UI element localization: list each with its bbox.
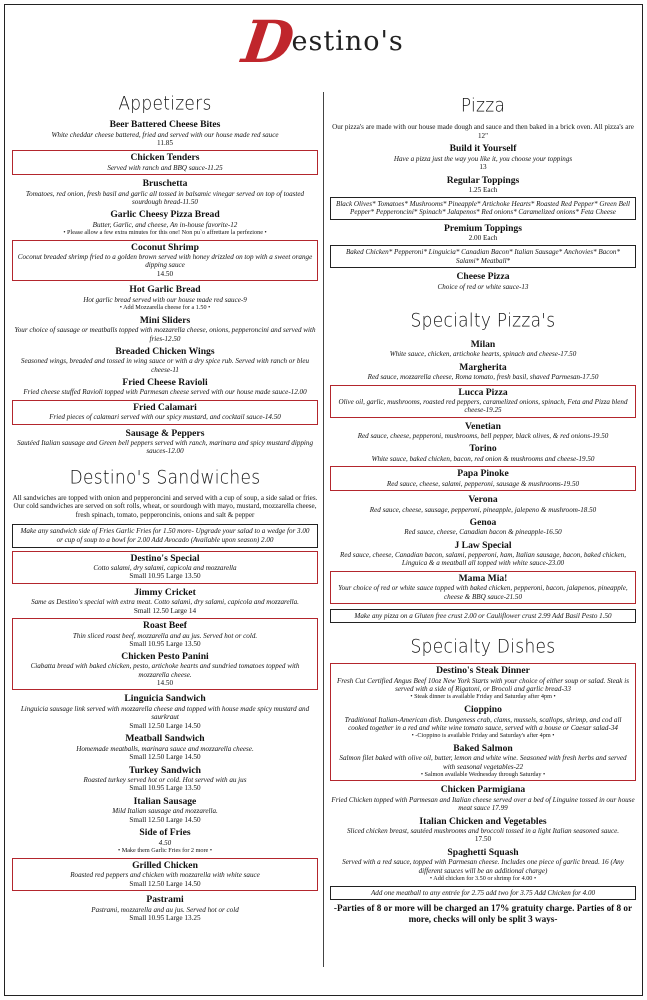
logo-initial: D [238,8,299,76]
item-desc: Butter, Garlic, and cheese, An in-house favorite-12 [92,220,238,229]
item-price: Small 10.95 Large 13.50 [129,784,201,793]
menu-item [12,284,318,311]
menu-item [12,733,318,761]
item-name: Sausage & Peppers [125,427,205,439]
item-name: Margherita [459,361,507,373]
menu-item-featured [12,400,318,425]
left-column [12,90,318,922]
item-desc: Fried Chicken topped with Parmesan and Italian cheese served over a bed of Linguine tossed in our house meat sauce 17.99 [331,795,635,813]
column-divider [323,92,324,967]
item-name: Garlic Cheesy Pizza Bread [110,209,220,221]
menu-item-featured [12,240,318,282]
item-desc: Seasoned wings, breaded and tossed in wing sauce or with a dry spice rub. Served with ranch or bleu cheese-11 [20,357,310,374]
menu-item [12,587,318,615]
item-desc: Olive oil, garlic, mushrooms, roasted red peppers, caramelized onions, spinach, Feta and Pizza blend cheese-19.25 [338,398,628,415]
item-price: 14.50 [156,269,174,278]
item-name: Chicken Parmigiana [440,784,526,796]
item-name: Spaghetti Squash [447,846,519,858]
item-price: 1.25 Each [468,186,498,195]
item-desc: Red sauce, cheese, Canadian bacon & pineapple-16.50 [404,528,562,537]
item-name: Mini Sliders [139,314,191,326]
item-desc: Red sauce, cheese, pepperoni, mushrooms, bell pepper, black olives, & red onions-19.50 [357,432,609,441]
item-price: 13 [479,162,487,171]
item-desc: Fried cheese stuffed Ravioli topped with Parmesan cheese served with our house made sauce-12.00 [23,388,307,397]
item-name: Papa Pinoke [457,468,509,480]
appetizers-heading: Appetizers [118,92,212,116]
menu-item [12,765,318,793]
menu-item-featured [12,150,318,175]
item-name: Cioppino [464,704,502,716]
item-desc: Your choice of sausage or meatballs topped with mozzarella cheese, onions, pepperoncini and served with fries-12.50 [14,326,316,343]
item-name: Verona [468,494,498,506]
item-name: Destino's Steak Dinner [436,665,530,677]
menu-item-featured [330,663,636,781]
menu-item [12,428,318,456]
item-price: Small 12.50 Large 14.50 [129,815,201,824]
menu-item [330,143,636,171]
menu-item [12,315,318,343]
menu-item [12,346,318,374]
item-desc: Red sauce, cheese, sausage, pepperoni, pineapple, jalepeno & mushroom-18.50 [369,505,597,514]
item-note: • Salmon available Wednesday through Saturday • [334,771,632,779]
item-desc: Served with ranch and BBQ sauce-11.25 [107,163,223,172]
item-desc: Mild Italian sausage and mozzarella. [112,807,218,816]
item-name: Torino [469,443,497,455]
item-desc: Red sauce, mozzarella cheese, Roma tomato, fresh basil, shaved Parmesan-17.50 [367,373,599,382]
item-desc: Traditional Italian-American dish. Dungeness crab, clams, mussels, scallops, shrimp, and cod all cooked together in a red and white wine tomato sauce, served with a house or Caesar salad-34 [344,715,622,732]
sandwiches-heading: Destino's Sandwiches [69,466,261,489]
item-name: Coconut Shrimp [131,241,199,253]
specialty-dishes-heading: Specialty Dishes [410,636,556,659]
item-note: • Add Mozzarella cheese for a 1.50 • [12,304,318,312]
menu-item-featured [12,551,318,584]
item-desc: White cheddar cheese battered, fried and served with our house made red sauce [51,130,279,139]
item-note: • -Cioppino is available Friday and Saturday's after 4pm • [334,732,632,740]
item-note: • Make them Garlic Fries for 2 more • [12,847,318,855]
entree-addons-callout: Add one meatball to any entrée for 2.75 add two for 3.75 Add Chicken for 4.00 [330,886,636,901]
item-price: Small 10.95 Large 13.50 [129,572,201,581]
item-name: Turkey Sandwich [129,764,201,776]
item-price: 11.85 [157,138,173,147]
premium-toppings-list: Baked Chicken* Pepperoni* Linguicia* Canadian Bacon* Italian Sausage* Anchovies* Bacon* Salami* Meatball* [330,245,636,268]
menu-item [330,847,636,883]
item-desc: Tomatoes, red onion, fresh basil and garlic all tossed in balsamic vinegar served on top of toasted sourdough bread-11.50 [25,189,305,206]
item-name: Pastrami [146,894,184,906]
menu-item [330,339,636,359]
item-price: 14.50 [156,678,174,687]
item-desc: Homemade meatballs, marinara sauce and mozzarella cheese. [76,744,254,753]
item-name: Meatball Sandwich [125,733,205,745]
item-desc: Ciabatta bread with baked chicken, pesto, artichoke hearts and sundried tomatoes topped with mozzarella cheese. [30,662,300,679]
item-price: Small 10.95 Large 13.25 [129,913,201,922]
item-note: • Steak dinner is available Friday and Saturday after 4pm • [334,693,632,701]
item-name: Beer Battered Cheese Bites [109,119,221,130]
item-name: Build it Yourself [449,143,517,155]
menu-item [330,421,636,441]
sandwiches-intro: All sandwiches are topped with onion and pepperoncini and served with a cup of soup, a side salad or fries. Our cold sandwiches are served on soft rolls, wheat, or sourdough with mayo, mustard, mozzarella cheese, fresh spinach, tomato, pepperoncinis, onions and salt & pepper [12,493,318,519]
menu-item [330,271,636,291]
item-name: Grilled Chicken [132,859,198,871]
item-desc: Served with a red sauce, topped with Parmesan cheese. Includes one piece of garlic bread. 16 (Any different sauces will be an additional charge) [342,858,624,875]
menu-item [12,827,318,854]
logo-name: estino's [291,26,404,57]
item-price: 17.50 [474,835,492,844]
item-desc: Coconut breaded shrimp fried to a golden brown served with honey drizzled on top with a sweet orange dipping sauce [17,253,313,270]
item-name: Regular Toppings [446,174,520,186]
item-desc: Same as Destino's special with extra meat. Cotto salami, dry salami, capicola and mozzarella. [31,598,299,607]
item-desc: Have a pizza just the way you like it, you choose your toppings [393,154,573,163]
menu-item [12,178,318,206]
item-price: Small 12.50 Large 14.50 [129,721,201,730]
item-note: • Please allow a few extra minutes for this one! Non pu`o affrettare la perfezione • [12,229,318,237]
item-name: Premium Toppings [444,222,522,234]
pizza-intro: Our pizza's are made with our house made dough and sauce and then baked in a brick oven. All pizza's are 12" [332,123,634,140]
item-desc: White sauce, baked chicken, bacon, red onion & mushrooms and cheese-19.50 [371,454,595,463]
item-desc: Hot garlic bread served with our house made red sauce-9 [83,295,247,304]
gratuity-notice: -Parties of 8 or more will be charged an 17% gratuity charge. Parties of 8 or more, checks will only be split 3 ways- [333,903,633,925]
item-desc: 4.50 [158,838,172,847]
item-name: Fried Calamari [133,401,197,413]
item-desc: Salmon filet baked with olive oil, butter, lemon and white wine. Seasoned with fresh herbs and served with seasonal vegetables-22 [339,754,627,771]
menu-item [12,894,318,922]
menu-item-featured [12,858,318,891]
item-desc: Sliced chicken breast, sautéed mushrooms and broccoli tossed in a light Italian seasoned sauce. [346,827,620,836]
menu-item [12,209,318,236]
item-desc: Fried pieces of calamari served with our spicy mustard, and cocktail sauce-14.50 [49,413,281,422]
menu-item [330,443,636,463]
item-desc: Choice of red or white sauce-13 [437,282,529,291]
item-desc: Fresh Cut Certified Angus Beef 10oz New York Starts with your choice of either soup or salad. Steak is served with a side of Rigatoni, or Brocoli and garlic bread-33 [337,676,629,694]
menu-item [12,796,318,824]
menu-item-featured [12,618,318,690]
menu-item [12,119,318,147]
menu-item [330,784,636,812]
menu-item [12,377,318,397]
item-name: Chicken Tenders [130,152,200,164]
item-name: Mama Mia! [458,572,508,584]
item-desc: Your choice of red or white sauce topped with baked chicken, pepperoni, bacon, jalapenos, pineapple, cheese & BBQ sauce-21.50 [338,584,628,601]
menu-item-featured [330,385,636,418]
item-price: Small 12.50 Large 14 [133,606,197,615]
item-name: Linguicia Sandwich [124,693,206,705]
menu-item [12,693,318,730]
item-name: Cheese Pizza [456,271,510,283]
item-desc: Cotto salami, dry salami, capicola and mozzarella [93,564,237,573]
item-name: Jimmy Cricket [134,586,196,598]
pizza-heading: Pizza [460,94,506,118]
menu-item [330,175,636,195]
regular-toppings-list: Black Olives* Tomatoes* Mushrooms* Pineapple* Artichoke Hearts* Roasted Red Pepper* Green Bell Pepper* Pepperoncini* Spinach* Jalapenos* Red onions* Caramelized onions* Feta Cheese [330,197,636,220]
item-desc: Pastrami, mozzarella and au jus. Served hot or cold [91,905,239,914]
menu-item [330,816,636,844]
item-name: Breaded Chicken Wings [115,345,215,357]
item-desc: Red sauce, cheese, salami, pepperoni, sausage & mushrooms-19.50 [386,479,580,488]
item-name: Baked Salmon [453,742,513,754]
item-desc: White sauce, chicken, artichoke hearts, spinach and cheese-17.50 [389,350,577,359]
item-name: Italian Chicken and Vegetables [419,815,547,827]
item-name: Fried Cheese Ravioli [122,376,208,388]
item-price: Small 10.95 Large 13.50 [129,640,201,649]
crust-callout: Make any pizza on a Gluten free crust 2.00 or Cauliflower crust 2.99 Add Basil Pesto 1.50 [330,609,636,624]
item-desc: Red sauce, cheese, Canadian bacon, salami, pepperoni, ham, Italian sausage, bacon, baked chicken, Linguica & a meatball all topped with white sauce-23.00 [340,551,626,568]
sandwiches-callout: Make any sandwich side of Fries Garlic Fries for 1.50 more- Upgrade your salad to a wedge for 3.00 or cup of soup to a bowl for 2.00 Add Avocado (Available upon season) 2.00 [12,524,318,547]
item-note: • Add chicken for 3.50 or shrimp for 4.00 • [330,875,636,883]
item-name: Milan [470,338,496,350]
menu-item [330,362,636,382]
item-name: Chicken Pesto Panini [121,650,209,662]
item-desc: Roasted red peppers and chicken with mozzarella with white sauce [70,871,260,880]
item-name: Destino's Special [130,552,200,564]
item-name: Hot Garlic Bread [129,284,201,296]
item-name: Genoa [469,516,497,528]
item-desc: Linguicia sausage link served with mozzarella cheese and topped with house made spicy mustard and saurkraut [20,704,310,722]
item-price: Small 12.50 Large 14.50 [129,879,201,888]
item-desc: Roasted turkey served hot or cold. Hot served with au jus [83,776,247,785]
item-name: Italian Sausage [133,795,197,807]
item-name: Side of Fries [139,827,191,839]
item-name: Venetian [465,420,501,432]
menu-item [330,223,636,243]
right-column [330,90,636,925]
menu-item [330,494,636,514]
item-name: Lucca Pizza [458,386,508,398]
item-desc: Thin sliced roast beef, mozzarella and au jus. Served hot or cold. [72,631,258,640]
item-price: 2.00 Each [468,234,498,243]
specialty-pizzas-heading: Specialty Pizza's [410,309,556,333]
item-desc: Sautéed Italian sausage and Green bell peppers served with ranch, marinara and spicy mustard dipping sauces-12.00 [16,439,313,456]
menu-item [330,540,636,568]
restaurant-logo [0,8,647,76]
menu-item [330,517,636,537]
menu-item-featured [330,466,636,491]
item-price: Small 12.50 Large 14.50 [129,752,201,761]
item-name: Bruschetta [142,178,188,190]
menu-item-featured [330,571,636,604]
item-name: J Law Special [454,539,512,551]
item-name: Roast Beef [143,620,187,632]
